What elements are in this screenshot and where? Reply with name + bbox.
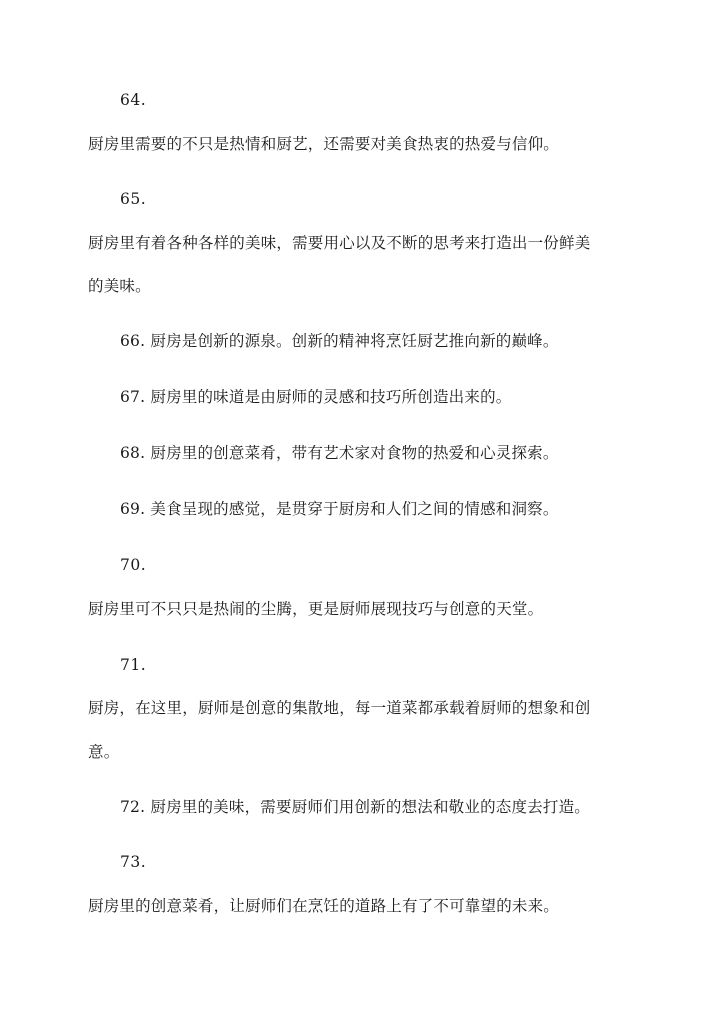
entry-64-text: 厨房里需要的不只是热情和厨艺，还需要对美食热衷的热爱与信仰。 [88, 135, 560, 153]
entry-68: 68. 厨房里的创意菜肴，带有艺术家对食物的热爱和心灵探索。 [120, 444, 559, 462]
entry-65-number: 65. [120, 190, 147, 208]
entry-67: 67. 厨房里的味道是由厨师的灵感和技巧所创造出来的。 [120, 388, 512, 406]
entry-69: 69. 美食呈现的感觉，是贯穿于厨房和人们之间的情感和洞察。 [120, 500, 559, 518]
entry-72: 72. 厨房里的美味，需要厨师们用创新的想法和敬业的态度去打造。 [120, 798, 590, 816]
entry-70-number: 70. [120, 556, 147, 574]
entry-64-number: 64. [120, 91, 147, 109]
entry-71-number: 71. [120, 656, 147, 674]
entry-65-text-line-1: 厨房里有着各种各样的美味，需要用心以及不断的思考来打造出一份鲜美 [88, 234, 591, 252]
entry-71-text-line-2: 意。 [88, 743, 120, 761]
entry-65-text-line-2: 的美味。 [88, 277, 151, 295]
entry-66: 66. 厨房是创新的源泉。创新的精神将烹饪厨艺推向新的巅峰。 [120, 332, 559, 350]
entry-73-number: 73. [120, 853, 147, 871]
entry-73-text: 厨房里的创意菜肴，让厨师们在烹饪的道路上有了不可靠望的未来。 [88, 897, 560, 915]
entry-70-text: 厨房里可不只只是热闹的尘腾，更是厨师展现技巧与创意的天堂。 [88, 600, 544, 618]
entry-71-text-line-1: 厨房，在这里，厨师是创意的集散地，每一道菜都承载着厨师的想象和创 [88, 699, 591, 717]
